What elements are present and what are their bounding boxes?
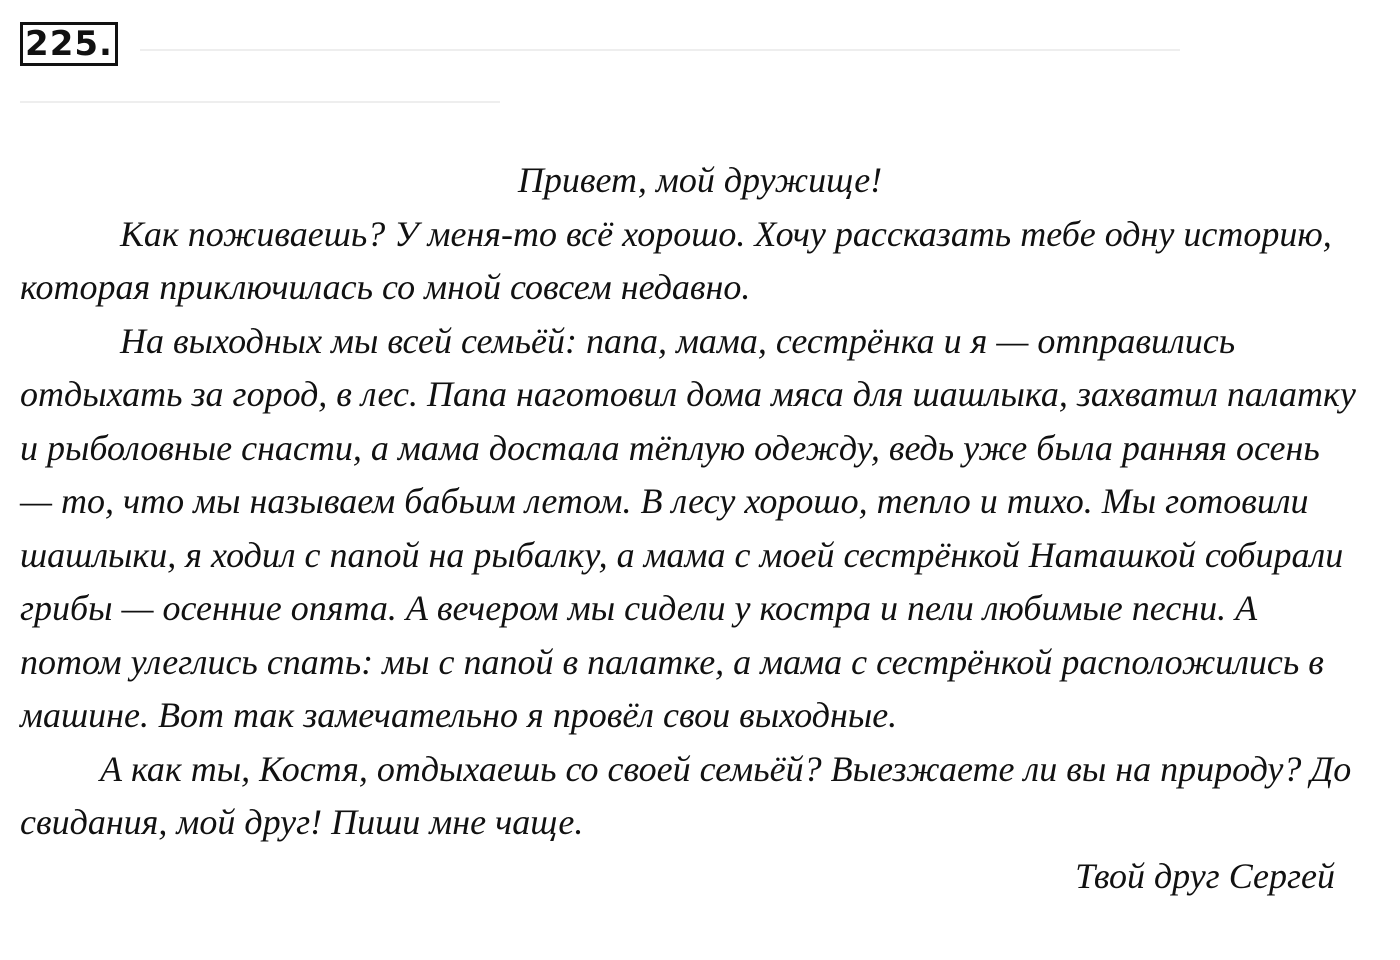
letter-paragraph: А как ты, Костя, отдыхаешь со своей семьёй? Выезжаете ли вы на природу? До свидания, мой друг! Пиши мне чаще. (20, 748, 1352, 842)
faded-instruction-line (140, 49, 1180, 51)
letter-signature: Твой друг Сергей (1075, 855, 1335, 896)
letter-text (20, 154, 1360, 903)
letter-paragraph: На выходных мы всей семьёй: папа, мама, сестрёнка и я — отправились отдыхать за город, в лес. Папа наготовил дома мяса для шашлыка, захватил палатку и рыболовные снасти, а мама достала тёплую одежду, ведь уже была ранняя осень — то, что мы называем бабьим летом. В лесу хорошо, тепло и тихо. Мы готовили шашлыки, я ходил с папой на рыбалку, а мама с моей сестрёнкой Наташкой собирали грибы — осенние опята. А вечером мы сидели у костра и пели любимые песни. А потом улеглись спать: мы с папой в палатке, а мама с сестрёнкой расположились в машине. Вот так замечательно я провёл свои выходные. (20, 320, 1356, 735)
faded-instruction-line (20, 101, 500, 103)
letter-paragraph: Как поживаешь? У меня-то всё хорошо. Хочу рассказать тебе одну историю, которая приключилась со мной совсем недавно. (20, 213, 1332, 307)
letter-greeting: Привет, мой дружище! (517, 160, 883, 200)
exercise-number: 225. (20, 22, 118, 66)
